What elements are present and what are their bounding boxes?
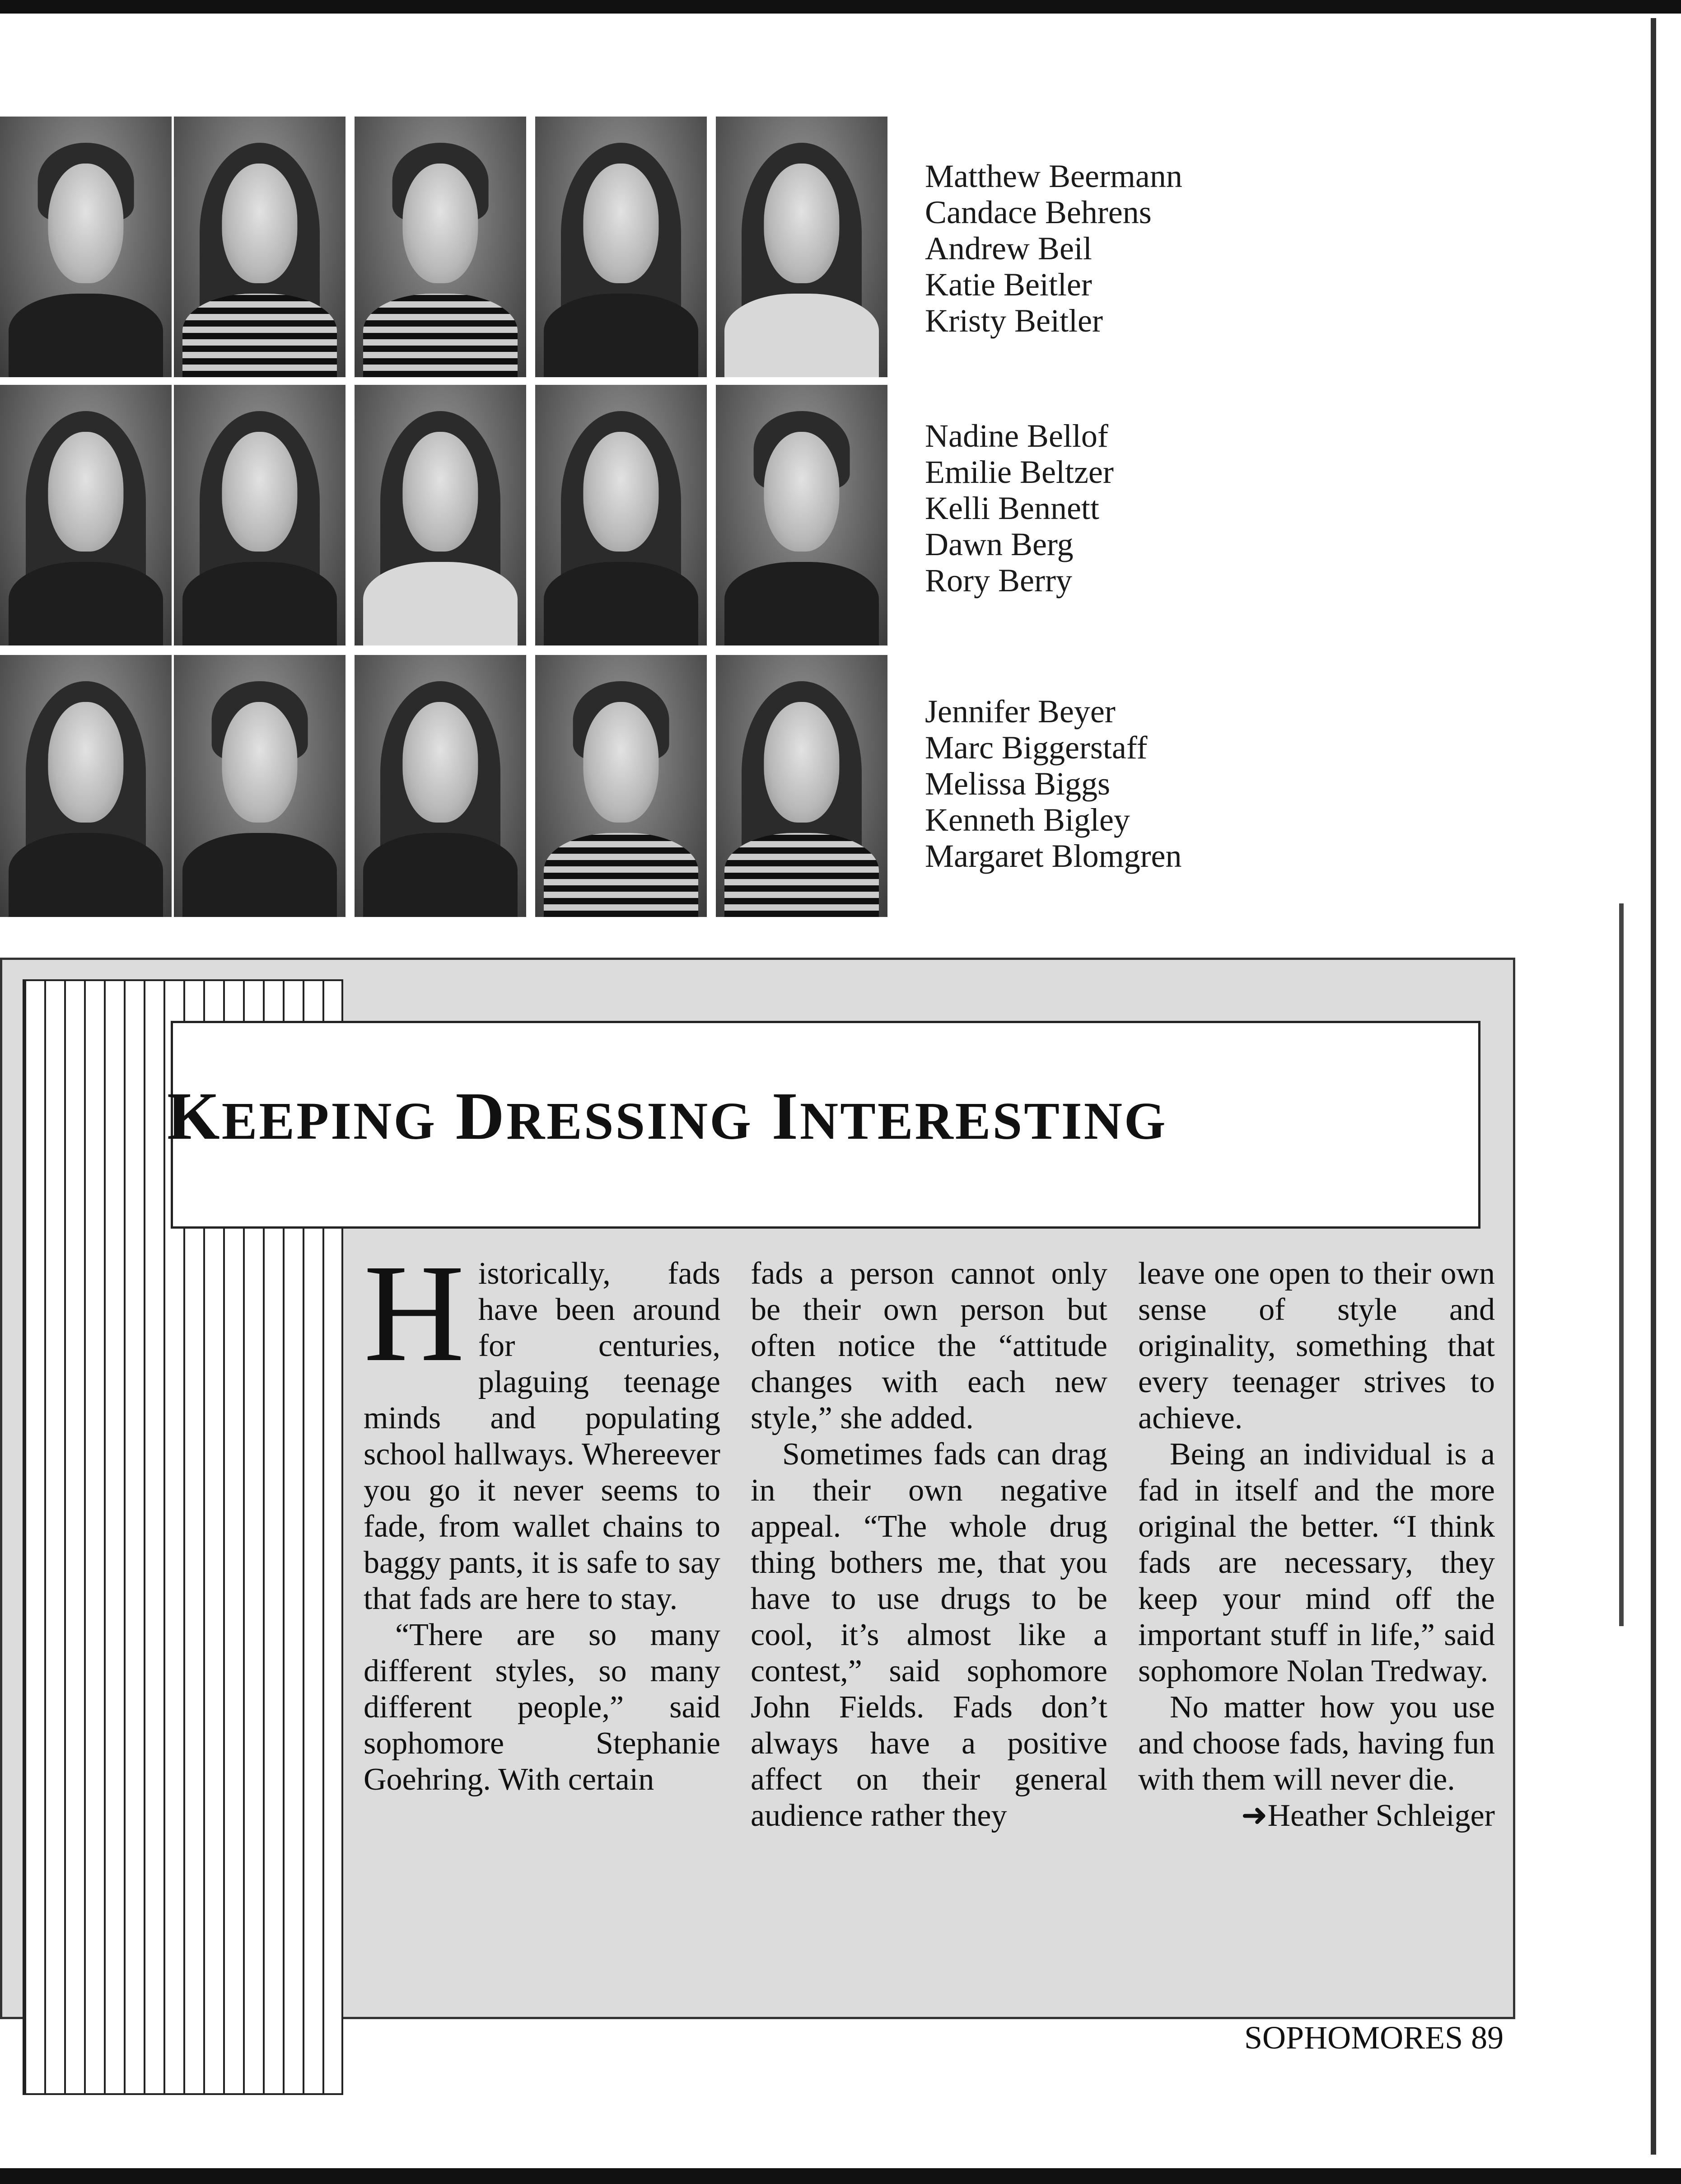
portrait-photo (535, 655, 707, 917)
student-name: Marc Biggerstaff (925, 730, 1148, 766)
article-paragraph: fads a person cannot only be their own person but often notice the “attitude changes with each new style,” she added. (751, 1256, 1107, 1436)
student-name: Candace Behrens (925, 194, 1152, 230)
page-edge-inner (1619, 903, 1624, 1626)
student-name: Kenneth Bigley (925, 802, 1130, 838)
article-paragraph: Historically, fads have been around for centuries, plaguing teenage minds and populating school hallways. Whereever you go it never seems to fade, from wallet chains to baggy pants, it is safe to say that fads are here to stay. (364, 1236, 720, 1616)
portrait-photo (716, 385, 887, 645)
portrait-photo (174, 655, 346, 917)
portrait-photo (535, 117, 707, 377)
portrait-photo (174, 117, 346, 377)
article-column-1 (364, 1236, 720, 1798)
name-list-row3 (925, 693, 1182, 874)
student-name: Katie Beitler (925, 267, 1092, 303)
student-name: Rory Berry (925, 562, 1072, 599)
student-name: Kristy Beitler (925, 303, 1103, 339)
student-name: Emilie Beltzer (925, 454, 1114, 490)
portrait-photo (716, 117, 887, 377)
name-list-row1 (925, 158, 1182, 339)
student-name: Jennifer Beyer (925, 693, 1116, 730)
article-column-3 (1138, 1256, 1495, 1834)
portrait-photo (535, 385, 707, 645)
page-footer: SOPHOMORES 89 (1244, 2020, 1504, 2056)
portrait-photo (355, 385, 526, 645)
portrait-photo (716, 655, 887, 917)
drop-cap: H (364, 1236, 465, 1391)
byline: ➜Heather Schleiger (1241, 1798, 1495, 1833)
article-paragraph: leave one open to their own sense of style and originality, something that every teenager strives to achieve. (1138, 1256, 1495, 1436)
student-name: Melissa Biggs (925, 766, 1111, 802)
student-name: Matthew Beermann (925, 158, 1182, 194)
portrait-photo (0, 117, 172, 377)
top-rule (0, 0, 1681, 14)
portrait-photo (0, 655, 172, 917)
student-name: Margaret Blomgren (925, 838, 1182, 874)
name-list-row2 (925, 418, 1114, 599)
article-column-2 (751, 1256, 1107, 1834)
portrait-photo (355, 117, 526, 377)
page-edge (1651, 18, 1656, 2155)
article-paragraph: Sometimes fads can drag in their own negative appeal. “The whole drug thing bothers me, that you have to use drugs to be cool, it’s almost like a contest,” said sophomore John Fields. Fads don’t always have a positive affect on their general audience rather they (751, 1437, 1107, 1833)
article-paragraph: No matter how you use and choose fads, having fun with them will never die. (1138, 1690, 1495, 1797)
portrait-photo (0, 385, 172, 645)
portrait-photo (174, 385, 346, 645)
student-name: Andrew Beil (925, 230, 1092, 267)
portrait-photo (355, 655, 526, 917)
article-paragraph: “There are so many different styles, so many different people,” said sophomore Stephanie Goehring. With certain (364, 1618, 720, 1797)
student-name: Dawn Berg (925, 526, 1074, 562)
student-name: Kelli Bennett (925, 490, 1099, 526)
article-paragraph: Being an individual is a fad in itself and the more original the better. “I think fads are necessary, they keep your mind off the important stuff in life,” said sophomore Nolan Tredway. (1138, 1437, 1495, 1688)
bottom-rule (0, 2168, 1681, 2184)
student-name: Nadine Bellof (925, 418, 1108, 454)
article-title: KEEPING DRESSING INTERESTING (167, 1079, 1167, 1154)
